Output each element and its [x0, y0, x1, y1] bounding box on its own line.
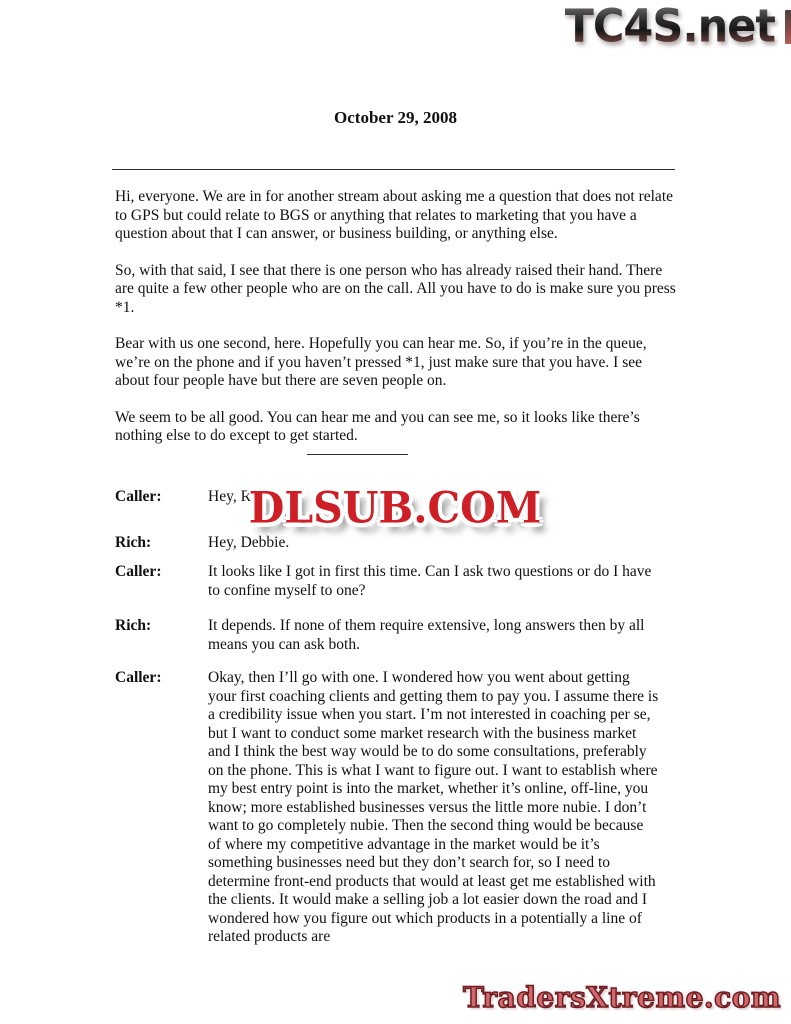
- dialogue-text: Hey, Debbie.: [208, 534, 290, 551]
- dialogue-text: Okay, then I’ll go with one. I wondered how you went about getting your first coaching clients and getting them to pay you. I assume there is a credibility issue when you start. I’m not interested in coaching per se, but I want to conduct some market research with the business market and I think the best way would be to do some consultations, preferably on the phone. This is what I want to figure out. I want to establish where my best entry point is into the market, whether it’s online, off-line, you know; more established businesses versus the little more nubie. I don’t want to go completely nubie. Then the second thing would be because of where my competitive advantage in the market would be it’s something businesses need but they don’t search for, so I need to determine front-end products that would at least get me established with the clients. It would make a selling job a lot easier down the road and I wondered how you figure out which products in a potentially a line of related products are: [208, 669, 659, 945]
- dialogue-row: [115, 563, 660, 600]
- tradersxtreme-site-logo: TradersXtreme.com: [463, 981, 781, 1014]
- dialogue-text: It looks like I got in first this time. Can I ask two questions or do I have to confine myself to one?: [208, 563, 652, 599]
- intro-paragraph: So, with that said, I see that there is one person who has already raised their hand. There are quite a few other people who are on the call. All you have to do is make sure you press *1.: [115, 261, 676, 316]
- intro-section: [115, 188, 677, 464]
- speaker-label: Rich:: [115, 534, 152, 551]
- speaker-label: Caller:: [115, 488, 162, 505]
- intro-paragraph: Bear with us one second, here. Hopefully you can hear me. So, if you’re in the queue, we’re on the phone and if you haven’t pressed *1, just make sure that you have. I see about four people have but there are seven people on.: [115, 335, 647, 389]
- dlsub-watermark: DLSUB.COM: [248, 482, 542, 534]
- page-edge-red-bar: [785, 10, 791, 44]
- speaker-label: Rich:: [115, 617, 152, 634]
- dialogue-text: It depends. If none of them require extensive, long answers then by all means you can ask both.: [208, 617, 645, 653]
- dialogue-row: [115, 617, 660, 654]
- intro-paragraph: Hi, everyone. We are in for another stream about asking me a question that does not relate to GPS but could relate to BGS or anything that relates to marketing that you have a question about that I can answer, or business building, or anything else.: [115, 188, 673, 242]
- intro-paragraph: We seem to be all good. You can hear me and you can see me, so it looks like there’s nothing else to do except to get started.: [115, 408, 640, 444]
- section-divider: [307, 454, 408, 455]
- horizontal-rule: [112, 169, 675, 170]
- tc4s-site-logo: TC4S.net: [564, 0, 775, 54]
- speaker-label: Caller:: [115, 563, 162, 580]
- dialogue-text: Hey, Ri: [208, 488, 256, 505]
- dialogue-row: [115, 534, 660, 553]
- speaker-label: Caller:: [115, 669, 162, 686]
- date-heading: October 29, 2008: [334, 108, 457, 127]
- dialogue-row: [115, 669, 660, 947]
